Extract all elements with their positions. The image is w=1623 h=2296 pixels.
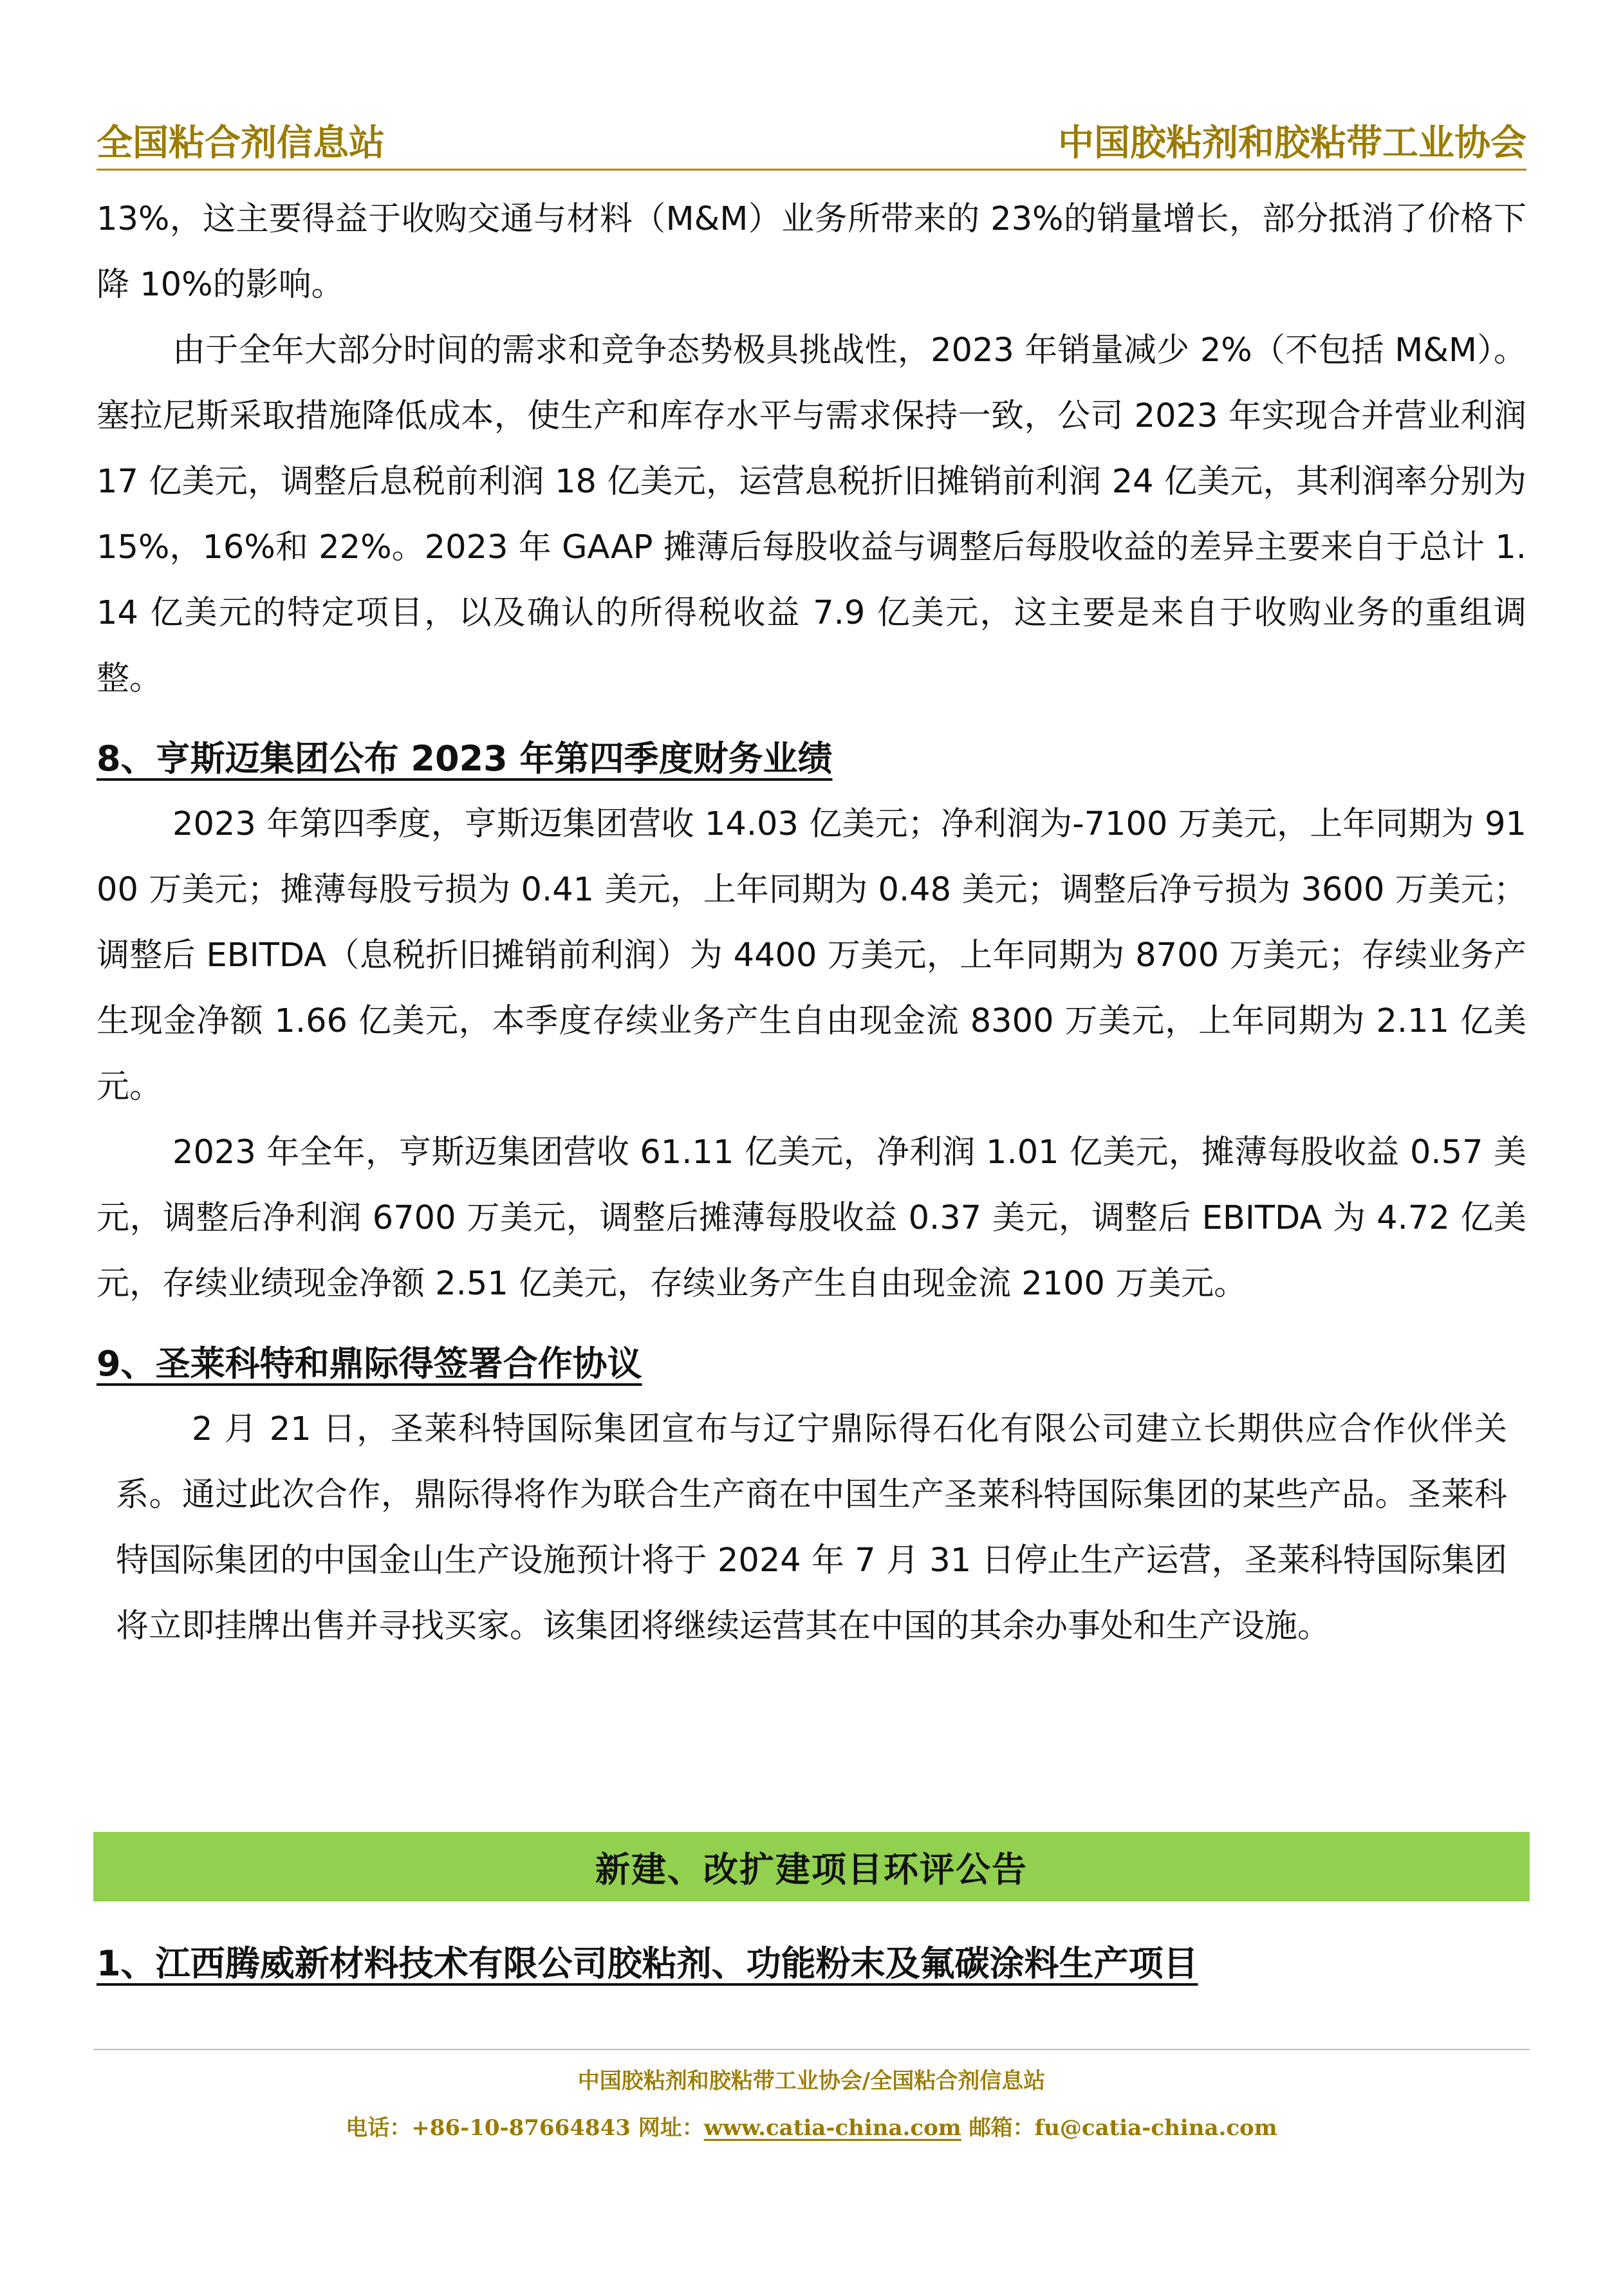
footer-phone-label: 电话： [346,2115,412,2141]
footer-email[interactable]: fu@catia-china.com [1034,2115,1277,2141]
footer-website-link[interactable]: www.catia-china.com [703,2115,961,2141]
footer-phone: +86-10-87664843 [411,2115,631,2141]
banner-title: 新建、改扩建项目环评公告 [595,1849,1028,1890]
paragraph-continued: 13%，这主要得益于收购交通与材料（M&M）业务所带来的 23%的销量增长，部分抵消了价格下降 10%的影响。 [97,200,1526,304]
paragraph-celanese-summary: 由于全年大部分时间的需求和竞争态势极具挑战性，2023 年销量减少 2%（不包括 M&M）。塞拉尼斯采取措施降低成本，使生产和库存水平与需求保持一致，公司 2023 年实现合并营业利润 17 亿美元，调整后息税前利润 18 亿美元，运营息税折旧摊销前利润 24 亿美元，其利润率分别为 15%，16%和 22%。2023 年 GAAP 摊薄后每股收益与调整后每股收益的差异主要来自于总计 1.14 亿美元的特定项目，以及确认的所得税收益 7.9 亿美元，这主要是来自于收购业务的重组调整。 [97,331,1526,698]
section-heading-9: 9、圣莱科特和鼎际得签署合作协议 [97,1343,642,1384]
footer-site-label: 网址： [630,2115,704,2141]
footer-contact [0,2110,1623,2142]
paragraph-huntsman-fy: 2023 年全年，亨斯迈集团营收 61.11 亿美元，净利润 1.01 亿美元，摊薄每股收益 0.57 美元，调整后净利润 6700 万美元，调整后摊薄每股收益 0.37 美元，调整后 EBITDA 为 4.72 亿美元，存续业绩现金净额 2.51 亿美元，存续业务产生自由现金流 2100 万美元。 [97,1134,1526,1303]
header-left-title: 全国粘合剂信息站 [97,122,385,164]
footer-org: 中国胶粘剂和胶粘带工业协会/全国粘合剂信息站 [577,2068,1046,2094]
project-heading-1: 1、江西腾威新材料技术有限公司胶粘剂、功能粉末及氟碳涂料生产项目 [97,1943,1198,1984]
footer-email-label: 邮箱： [961,2115,1035,2141]
footer-divider [93,2049,1530,2050]
paragraph-si-group-agreement: 2 月 21 日，圣莱科特国际集团宣布与辽宁鼎际得石化有限公司建立长期供应合作伙伴关系。通过此次合作，鼎际得将作为联合生产商在中国生产圣莱科特国际集团的某些产品。圣莱科特国际集团的中国金山生产设施预计将于 2024 年 7 月 31 日停止生产运营，圣莱科特国际集团将立即挂牌出售并寻找买家。该集团将继续运营其在中国的其余办事处和生产设施。 [116,1410,1507,1645]
page-header [97,115,1526,166]
section-banner [93,1832,1530,1901]
paragraph-huntsman-q4: 2023 年第四季度，亨斯迈集团营收 14.03 亿美元；净利润为-7100 万美元，上年同期为 9100 万美元；摊薄每股亏损为 0.41 美元，上年同期为 0.48 美元；调整后净亏损为 3600 万美元；调整后 EBITDA（息税折旧摊销前利润）为 4400 万美元，上年同期为 8700 万美元；存续业务产生现金净额 1.66 亿美元，本季度存续业务产生自由现金流 8300 万美元，上年同期为 2.11 亿美元。 [97,805,1526,1106]
main-content [97,187,1526,1659]
header-divider [97,169,1526,171]
header-right-title: 中国胶粘剂和胶粘带工业协会 [1058,122,1526,164]
section-heading-8: 8、亨斯迈集团公布 2023 年第四季度财务业绩 [97,738,833,779]
